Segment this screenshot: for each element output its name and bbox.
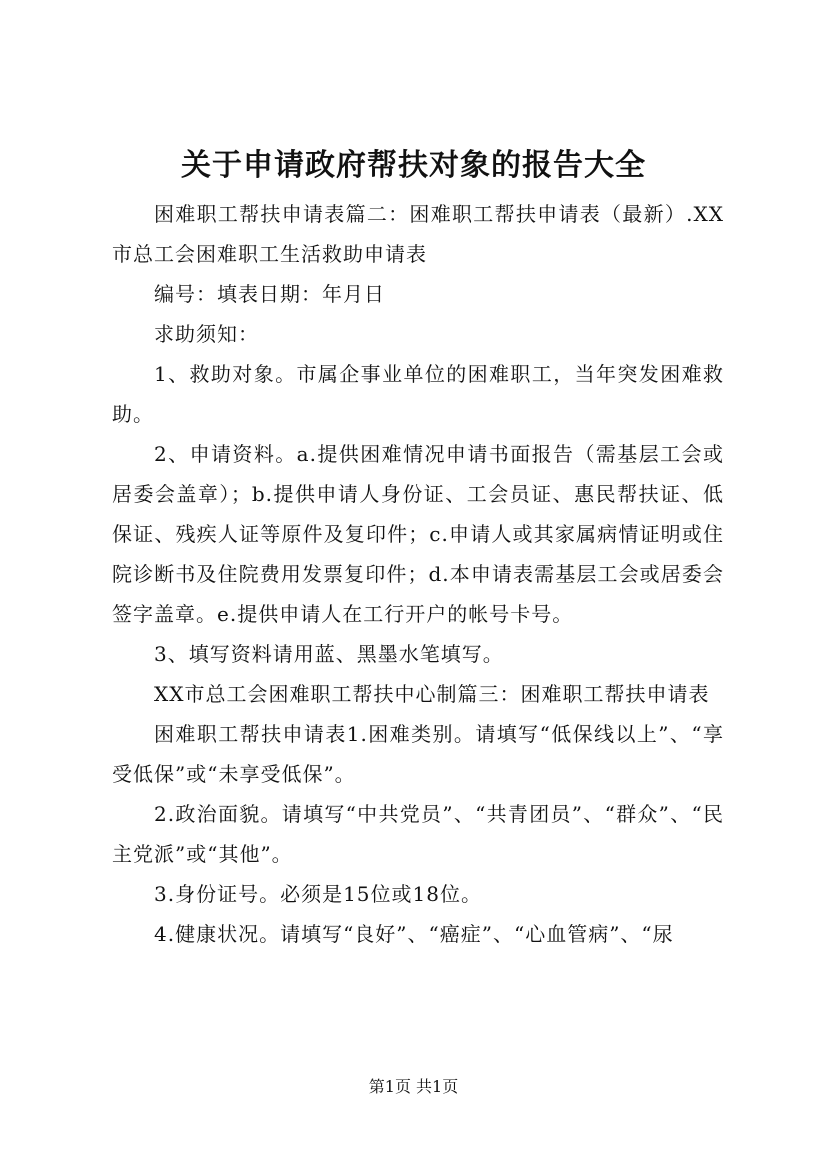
paragraph: 困难职工帮扶申请表篇二：困难职工帮扶申请表（最新）.XX市总工会困难职工生活救助申请表 bbox=[112, 202, 724, 266]
paragraph: 编号：填表日期：年月日 bbox=[154, 282, 385, 306]
paragraph: 3、填写资料请用蓝、黑墨水笔填写。 bbox=[154, 642, 504, 666]
paragraph: 3.身份证号。必须是15位或18位。 bbox=[154, 882, 482, 906]
page-footer: 第1页 共1页 bbox=[368, 1077, 459, 1096]
document-title: 关于申请政府帮扶对象的报告大全 bbox=[181, 148, 646, 183]
paragraph: XX市总工会困难职工帮扶中心制篇三：困难职工帮扶申请表 bbox=[154, 682, 710, 706]
paragraph: 1、救助对象。市属企事业单位的困难职工，当年突发困难救助。 bbox=[112, 362, 724, 426]
paragraph: 2.政治面貌。请填写“中共党员”、“共青团员”、“群众”、“民主党派”或“其他”。 bbox=[112, 802, 724, 866]
document-body bbox=[112, 194, 724, 954]
paragraph: 困难职工帮扶申请表1.困难类别。请填写“低保线以上”、“享受低保”或“未享受低保”。 bbox=[112, 722, 724, 786]
paragraph: 2、申请资料。a.提供困难情况申请书面报告（需基层工会或居委会盖章）；b.提供申请人身份证、工会员证、惠民帮扶证、低保证、残疾人证等原件及复印件；c.申请人或其家属病情证明或住院诊断书及住院费用发票复印件；d.本申请表需基层工会或居委会签字盖章。e.提供申请人在工行开户的帐号卡号。 bbox=[112, 442, 724, 626]
paragraph: 4.健康状况。请填写“良好”、“癌症”、“心血管病”、“尿 bbox=[154, 922, 674, 946]
paragraph: 求助须知： bbox=[154, 322, 259, 346]
